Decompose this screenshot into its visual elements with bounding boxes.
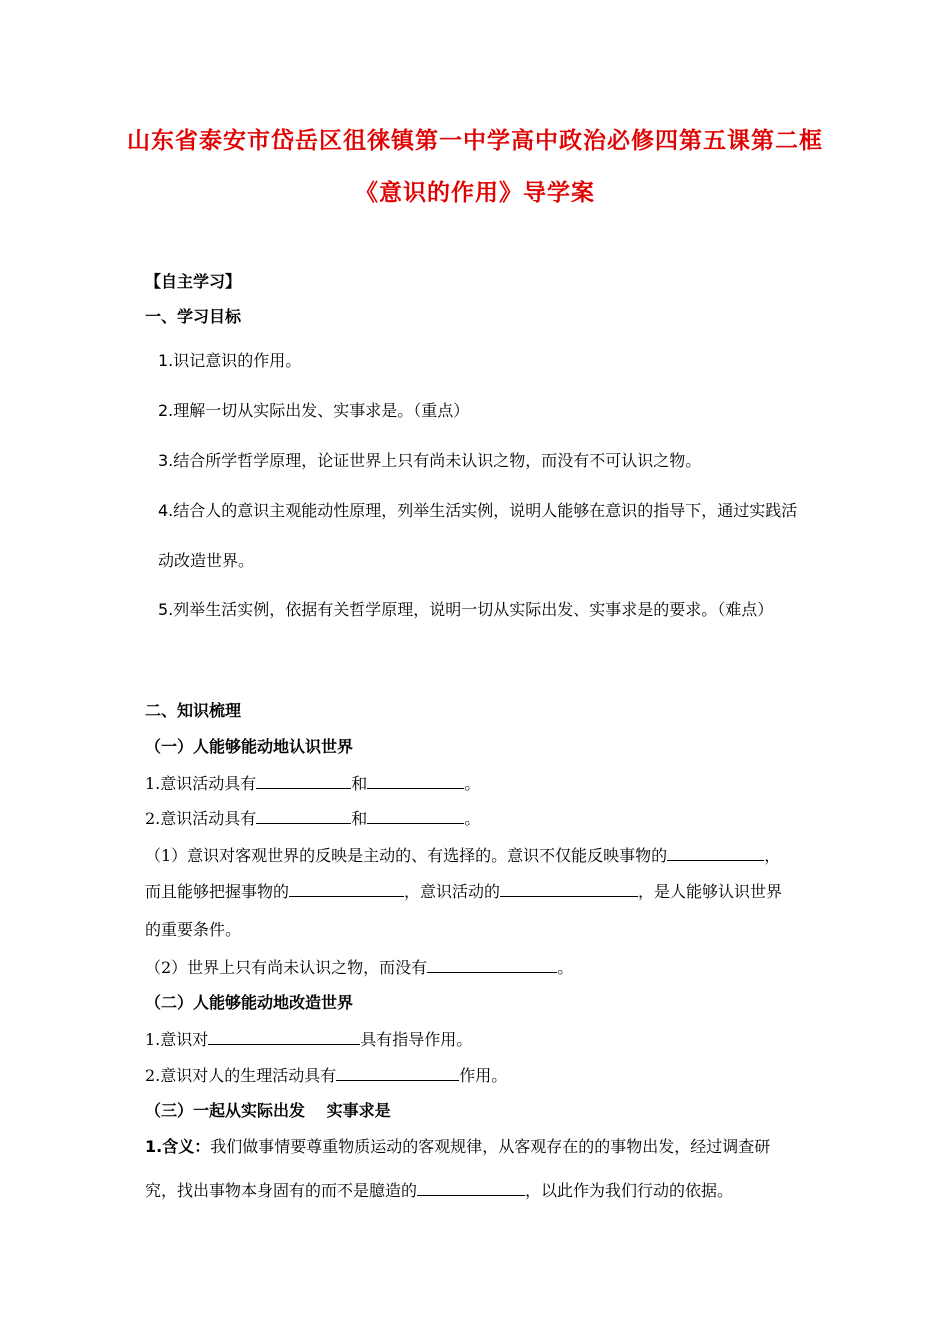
sub1-heading: （一）人能够能动地认识世界 — [145, 737, 354, 756]
fill-blank[interactable] — [667, 845, 764, 861]
item-text: （1）意识对客观世界的反映是主动的、有选择的。意识不仅能反映事物的 — [145, 846, 668, 865]
sub1-item1 — [145, 773, 480, 794]
goal-item: 5.列举生活实例，依据有关哲学原理，说明一切从实际出发、实事求是的要求。（难点） — [158, 600, 774, 619]
fill-blank[interactable] — [500, 881, 638, 897]
item-text: 具有指导作用。 — [360, 1030, 473, 1049]
item-text: ， — [764, 846, 781, 865]
goal-item-continuation: 动改造世界。 — [158, 551, 255, 570]
item-text: ，意识活动的 — [404, 882, 501, 901]
item-text: 1.意识活动具有 — [145, 774, 257, 793]
fill-blank[interactable] — [256, 808, 351, 824]
fill-blank[interactable] — [417, 1180, 525, 1196]
fill-blank[interactable] — [336, 1065, 459, 1081]
goal-item: 1.识记意识的作用。 — [158, 351, 302, 370]
item-text: 2.意识对人的生理活动具有 — [145, 1066, 337, 1085]
fill-blank[interactable] — [367, 773, 464, 789]
fill-blank[interactable] — [367, 808, 464, 824]
sub1-item2 — [145, 808, 480, 829]
item-text: 2.意识活动具有 — [145, 809, 257, 828]
sub2-heading: （二）人能够能动地改造世界 — [145, 993, 354, 1012]
sub3-definition — [145, 1137, 770, 1157]
sub1-paragraph1-line2 — [145, 881, 782, 902]
part1-heading: 一、学习目标 — [145, 307, 242, 326]
item-text: ，是人能够认识世界 — [638, 882, 783, 901]
sub2-item2 — [145, 1065, 507, 1086]
sub1-paragraph1-line3: 的重要条件。 — [145, 920, 242, 939]
document-title-line1: 山东省泰安市岱岳区徂徕镇第一中学高中政治必修四第五课第二框 — [127, 128, 823, 154]
definition-label: 1.含义： — [145, 1137, 211, 1156]
item-text: 。 — [557, 958, 574, 977]
item-text: 和 — [351, 774, 368, 793]
section-label: 【自主学习】 — [145, 272, 242, 291]
item-text: 和 — [351, 809, 368, 828]
goal-item: 3.结合所学哲学原理，论证世界上只有尚未认识之物，而没有不可认识之物。 — [158, 451, 702, 470]
item-text: 1.意识对 — [145, 1030, 209, 1049]
item-text: 。 — [464, 774, 481, 793]
item-text: 究，找出事物本身固有的而不是臆造的 — [145, 1181, 418, 1200]
fill-blank[interactable] — [208, 1029, 360, 1045]
item-text: （2）世界上只有尚未认识之物，而没有 — [145, 958, 428, 977]
sub3-definition-line2 — [145, 1180, 733, 1201]
fill-blank[interactable] — [427, 957, 557, 973]
goal-item: 4.结合人的意识主观能动性原理，列举生活实例，说明人能够在意识的指导下，通过实践活 — [158, 501, 798, 520]
item-text: 。 — [464, 809, 481, 828]
item-text: 我们做事情要尊重物质运动的客观规律，从客观存在的的事物出发，经过调查研 — [210, 1137, 771, 1156]
sub2-item1 — [145, 1029, 472, 1050]
item-text: ，以此作为我们行动的依据。 — [525, 1181, 734, 1200]
item-text: 而且能够把握事物的 — [145, 882, 290, 901]
sub1-paragraph1 — [145, 845, 780, 866]
part2-heading: 二、知识梳理 — [145, 701, 242, 720]
sub3-heading: （三）一起从实际出发 实事求是 — [145, 1101, 391, 1120]
document-title-line2: 《意识的作用》导学案 — [355, 180, 595, 206]
item-text: 作用。 — [459, 1066, 508, 1085]
sub1-paragraph2 — [145, 957, 573, 978]
goal-item: 2.理解一切从实际出发、实事求是。（重点） — [158, 401, 470, 420]
fill-blank[interactable] — [289, 881, 404, 897]
fill-blank[interactable] — [256, 773, 351, 789]
